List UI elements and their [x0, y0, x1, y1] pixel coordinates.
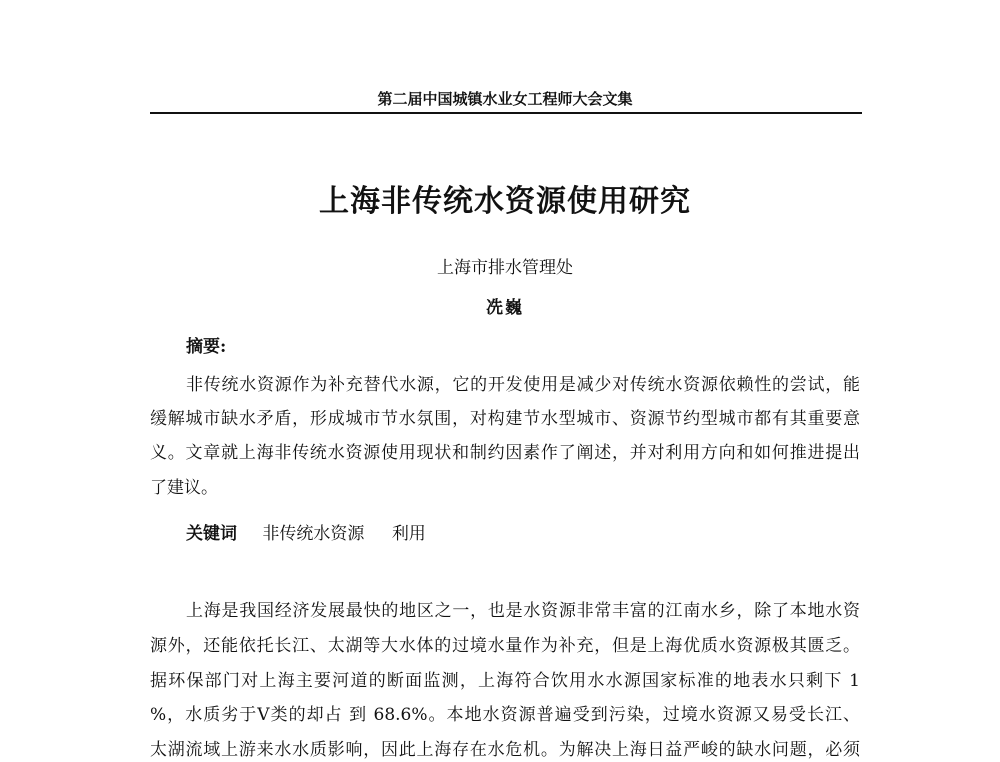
keywords-label: 关键词 [186, 524, 237, 544]
body-line: 太湖流域上游来水水质影响，因此上海存在水危机。为解决上海日益严峻的缺水问题，必须 [150, 740, 860, 760]
body-line: 据环保部门对上海主要河道的断面监测，上海符合饮用水水源国家标准的地表水只剩下 1 [150, 671, 860, 691]
abstract-line: 非传统水资源作为补充替代水源，它的开发使用是减少对传统水资源依赖性的尝试，能 [186, 375, 860, 395]
abstract-line: 缓解城市缺水矛盾，形成城市节水氛围，对构建节水型城市、资源节约型城市都有其重要意 [150, 409, 860, 429]
running-header: 第二届中国城镇水业女工程师大会文集 [377, 90, 633, 108]
abstract-line: 义。文章就上海非传统水资源使用现状和制约因素作了阐述，并对利用方向和如何推进提出 [150, 443, 860, 463]
abstract-line: 了建议。 [150, 478, 218, 498]
author: 冼巍 [486, 298, 524, 318]
keywords [186, 519, 448, 544]
abstract-label: 摘要: [186, 337, 227, 357]
keyword: 非传统水资源 [262, 524, 365, 544]
affiliation: 上海市排水管理处 [437, 258, 573, 278]
body-line: 上海是我国经济发展最快的地区之一，也是水资源非常丰富的江南水乡，除了本地水资 [186, 601, 860, 621]
keyword: 利用 [391, 524, 426, 544]
body-line: %，水质劣于Ⅴ类的却占 到 68.6%。本地水资源普遍受到污染，过境水资源又易受长江、 [150, 705, 860, 725]
body-line: 源外，还能依托长江、太湖等大水体的过境水量作为补充，但是上海优质水资源极其匮乏。 [150, 636, 860, 656]
page-title: 上海非传统水资源使用研究 [319, 184, 691, 219]
header-rule [150, 112, 862, 114]
